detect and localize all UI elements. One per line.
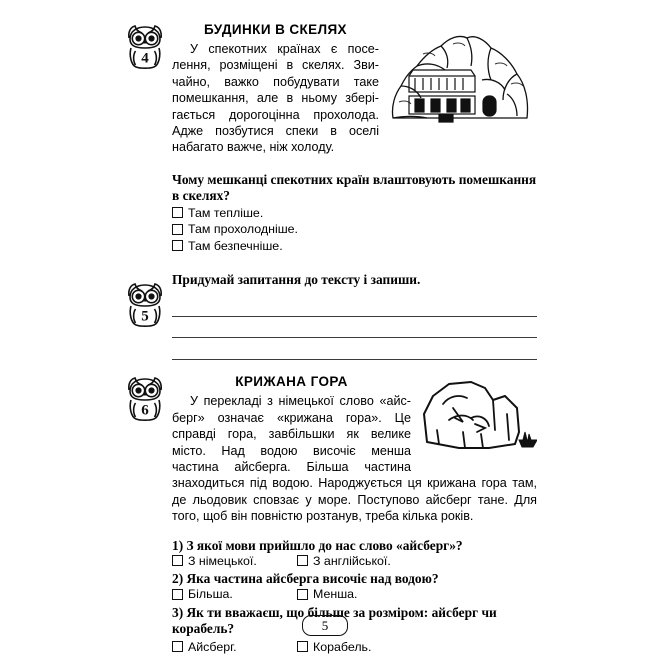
owl-icon-4 bbox=[122, 22, 168, 70]
option-label: Там тепліше. bbox=[188, 205, 264, 220]
page-number: 5 bbox=[302, 615, 348, 636]
checkbox-icon[interactable] bbox=[297, 555, 308, 566]
task-6-options-1 bbox=[172, 554, 537, 570]
option-label: З німецької. bbox=[188, 553, 257, 568]
question-text: 1) З якої мови прийшло до нас слово «айсберг»? bbox=[172, 537, 463, 553]
iceberg-illustration bbox=[419, 374, 537, 462]
content-column bbox=[122, 22, 537, 656]
question-text: 3) Як ти вважаєш, що більше за розміром: айсберг чи корабель? bbox=[172, 604, 497, 636]
rock-houses-illustration bbox=[387, 20, 537, 128]
write-line[interactable] bbox=[172, 296, 537, 317]
owl-icon-6 bbox=[122, 374, 168, 422]
task-6-options-3 bbox=[172, 640, 537, 656]
checkbox-icon[interactable] bbox=[172, 240, 183, 251]
task-5-write-lines bbox=[172, 296, 537, 360]
task-6-options-2 bbox=[172, 587, 537, 603]
owl-icon-5 bbox=[122, 280, 168, 328]
task-marker-number: 6 bbox=[141, 402, 149, 419]
task-4-options bbox=[172, 206, 537, 255]
checkbox-icon[interactable] bbox=[172, 224, 183, 235]
option-item[interactable] bbox=[172, 222, 537, 238]
checkbox-icon[interactable] bbox=[172, 589, 183, 600]
option-item[interactable] bbox=[172, 206, 537, 222]
task-4-body bbox=[172, 22, 537, 156]
option-item[interactable] bbox=[172, 554, 297, 570]
option-item[interactable] bbox=[297, 587, 357, 603]
task-5-body bbox=[172, 272, 537, 288]
question-text: Чому мешканці спекотних країн влаштовують помешкання в скелях? bbox=[172, 171, 537, 203]
option-item[interactable] bbox=[172, 587, 297, 603]
task-6-paragraph: У перекладі з німецької слово «айсберг» означає «крижана гора». Це справді гора, завбільшки як велике місто. Над водою височіє менша частина айсберга. Більша частина знаходиться під водою. Народжується ця крижана гора там, де льодовик сповзає у море. Поступово айсберг тане. Для того, щоб він повністю розтанув, треба кілька років. bbox=[172, 394, 537, 524]
task-5 bbox=[122, 272, 537, 360]
option-item[interactable] bbox=[297, 554, 391, 570]
task-4-question-block bbox=[172, 172, 537, 255]
option-label: Там безпечніше. bbox=[188, 238, 283, 253]
task-6-title: КРИЖАНА ГОРА bbox=[235, 374, 348, 390]
checkbox-icon[interactable] bbox=[172, 207, 183, 218]
write-line[interactable] bbox=[172, 339, 537, 360]
checkbox-icon[interactable] bbox=[172, 641, 183, 652]
task-4 bbox=[122, 22, 537, 254]
checkbox-icon[interactable] bbox=[297, 641, 308, 652]
task-marker-number: 5 bbox=[141, 308, 149, 325]
option-item[interactable] bbox=[172, 239, 537, 255]
option-label: Айсберг. bbox=[188, 639, 237, 654]
checkbox-icon[interactable] bbox=[172, 555, 183, 566]
option-label: Більша. bbox=[188, 587, 233, 602]
task-6-question-block bbox=[172, 538, 537, 656]
task-marker-number: 4 bbox=[141, 50, 149, 67]
task-6-body bbox=[172, 374, 537, 524]
option-label: Менша. bbox=[313, 587, 358, 602]
task-5-instruction: Придумай запитання до тексту і запиши. bbox=[172, 272, 421, 288]
task-6 bbox=[122, 374, 537, 655]
task-4-title: БУДИНКИ В СКЕЛЯХ bbox=[204, 22, 347, 37]
option-label: Там прохолодніше. bbox=[188, 222, 298, 237]
question-text: 2) Яка частина айсберга височіє над водою? bbox=[172, 571, 439, 587]
option-item[interactable] bbox=[297, 640, 371, 656]
checkbox-icon[interactable] bbox=[297, 589, 308, 600]
task-4-paragraph: У спекотних країнах є поселення, розміщені в скелях. Звичайно, важко побудувати таке помешкання, але в ньому зберігається дорогоцінна прохолода. Адже позбутися спеки в оселі набагато важче, ніж холоду. bbox=[172, 42, 379, 155]
write-line[interactable] bbox=[172, 317, 537, 338]
option-item[interactable] bbox=[172, 640, 297, 656]
option-label: Корабель. bbox=[313, 639, 372, 654]
option-label: З англійської. bbox=[313, 553, 391, 568]
